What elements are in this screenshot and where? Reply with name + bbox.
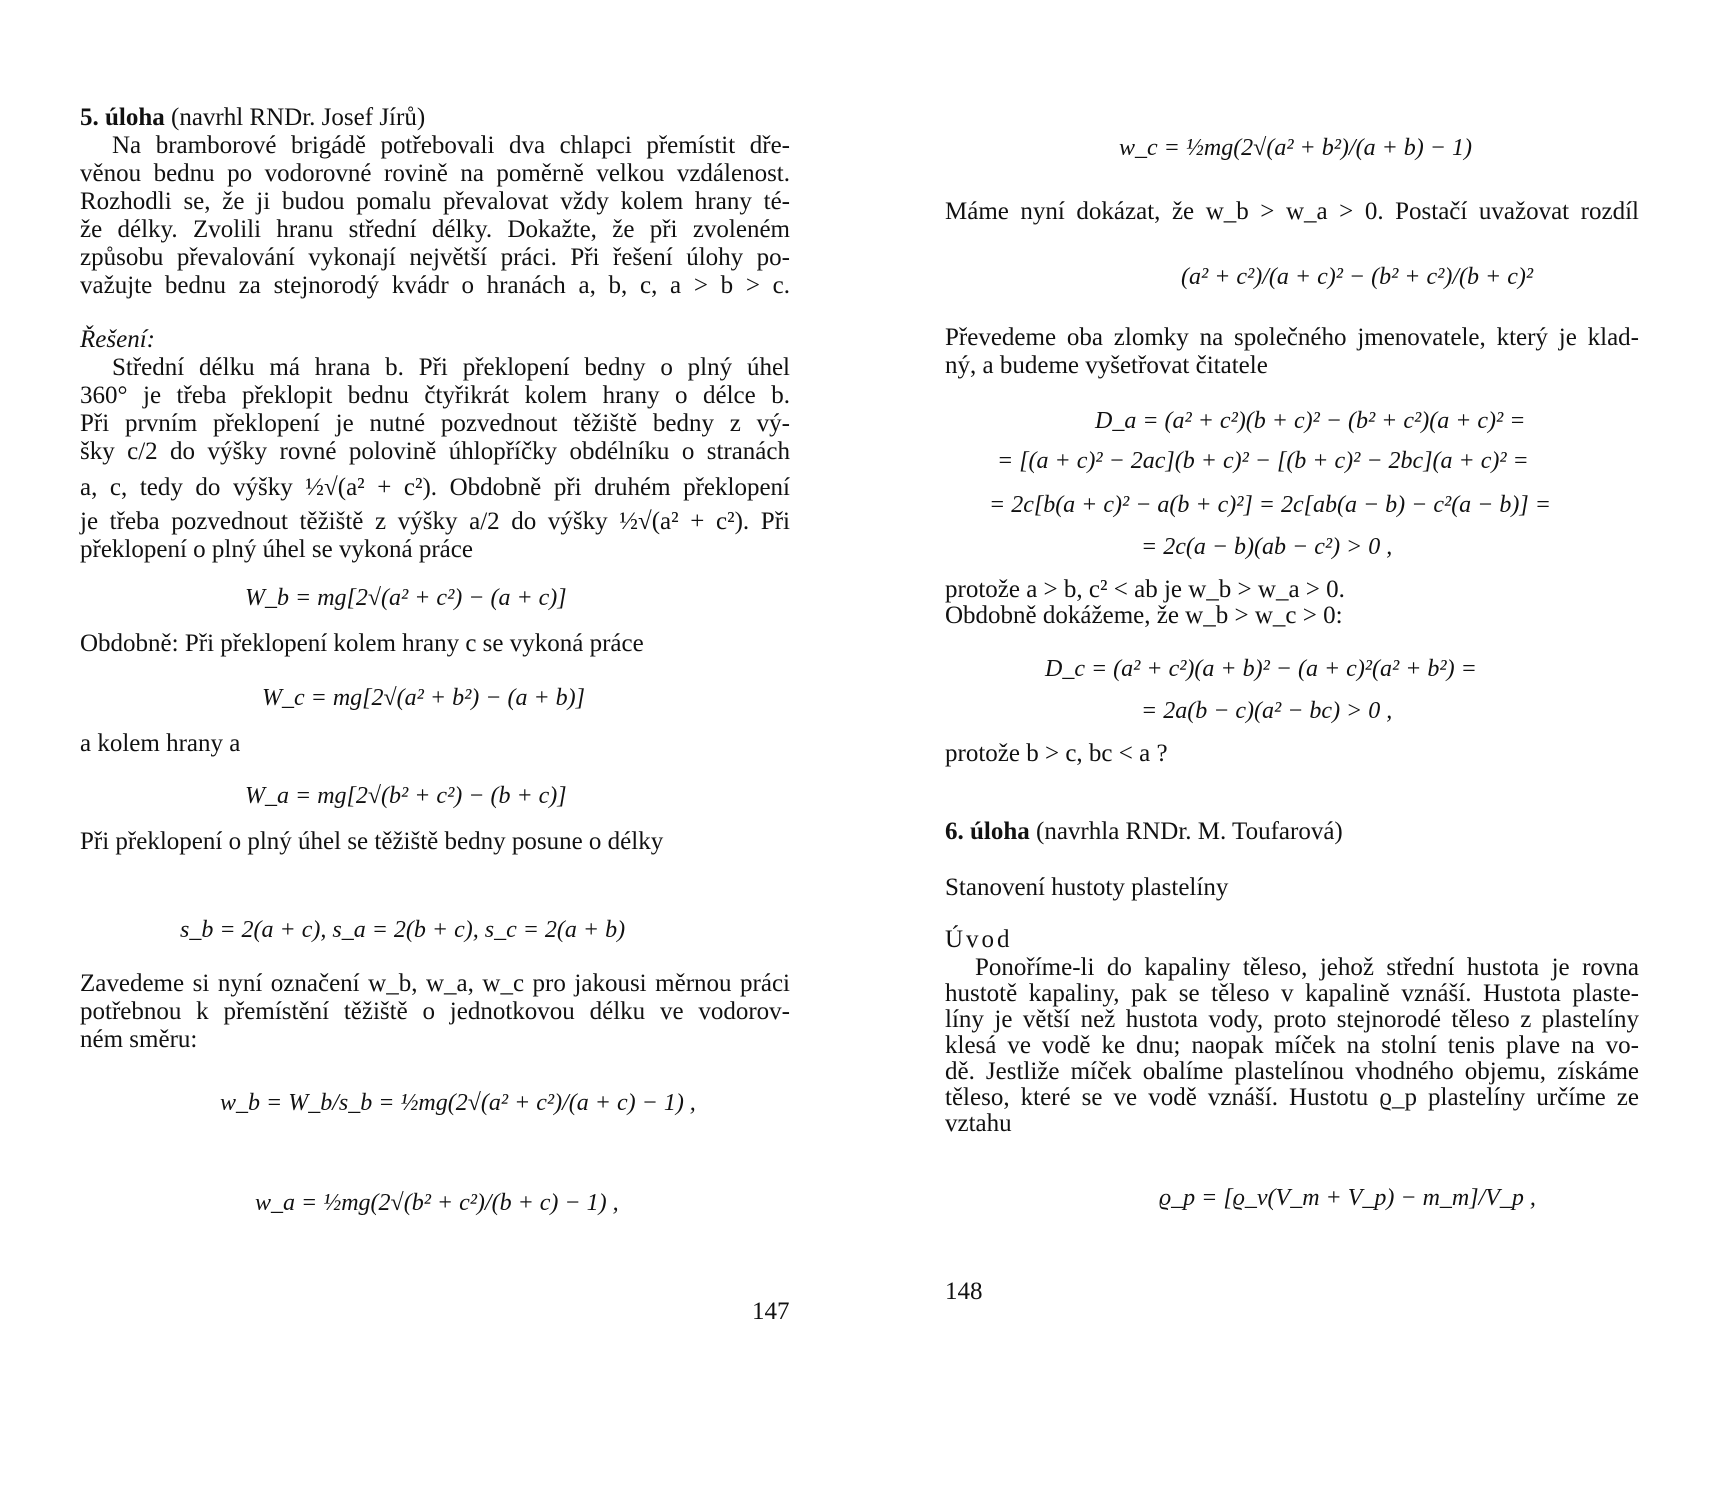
problem-6-number: 6. úloha	[945, 818, 1030, 845]
uvod-line-5: dě. Jestliže míček obalíme plastelínou vhodného objemu, získáme	[945, 1058, 1639, 1085]
zavedeme-line-3: ném směru:	[80, 1026, 198, 1053]
solution-line-7: překlopení o plný úhel se vykoná práce	[80, 536, 473, 563]
solution-line-2: 360° je třeba překlopit bednu čtyřikrát kolem hrany o délce b.	[80, 382, 790, 409]
solution-label: Řešení:	[80, 326, 155, 353]
right-page	[859, 0, 1718, 1500]
intro-line-6: važujte bednu za stejnorodý kvádr o hranách a, b, c, a > b > c.	[80, 272, 790, 299]
problem-6-author: (navrhla RNDr. M. Toufarová)	[1036, 818, 1343, 845]
text-kolem-a: a kolem hrany a	[80, 730, 241, 757]
equation-wc: w_c = ½mg(2√(a² + b²)/(a + b) − 1)	[1119, 135, 1472, 161]
solution-line-5: a, c, tedy do výšky ½√(a² + c²). Obdobně při druhém překlopení	[80, 474, 790, 501]
text-obdobne-2: Obdobně dokážeme, že w_b > w_c > 0:	[945, 602, 1343, 629]
solution-line-1: Střední délku má hrana b. Při překlopení bedny o plný úhel	[112, 354, 790, 381]
text-posune: Při překlopení o plný úhel se těžiště bedny posune o délky	[80, 828, 664, 855]
uvod-line-2: hustotě kapaliny, pak se těleso v kapalině vznáší. Hustota plaste-	[945, 980, 1639, 1007]
equation-Da-4: = 2c(a − b)(ab − c²) > 0 ,	[1141, 534, 1393, 560]
uvod-line-1: Ponoříme-li do kapaliny těleso, jehož střední hustota je rovna	[975, 954, 1639, 981]
zavedeme-line-2: potřebnou k přemístění těžiště o jednotkovou délku ve vodorov-	[80, 998, 790, 1025]
uvod-line-4: klesá ve vodě ke dnu; naopak míček na stolní tenis plave na vo-	[945, 1032, 1639, 1059]
intro-line-1: Na bramborové brigádě potřebovali dva chlapci přemístit dře-	[112, 132, 790, 159]
uvod-line-3: líny je větší než hustota vody, proto stejnorodé těleso z plastelíny	[945, 1006, 1639, 1033]
solution-line-6: je třeba pozvednout těžiště z výšky a/2 do výšky ½√(a² + c²). Při	[80, 508, 790, 535]
intro-line-5: způsobu převalování vykonají největší práci. Při řešení úlohy po-	[80, 244, 790, 271]
equation-wa: w_a = ½mg(2√(b² + c²)/(b + c) − 1) ,	[255, 1190, 619, 1216]
intro-line-2: věnou bednu po vodorovné rovině na poměrně velkou vzdálenost.	[80, 160, 790, 187]
text-protoze-2: protože b > c, bc < a ?	[945, 740, 1168, 767]
uvod-line-7: vztahu	[945, 1110, 1012, 1137]
problem-5-number: 5. úloha	[80, 104, 165, 131]
equation-diff: (a² + c²)/(a + c)² − (b² + c²)/(b + c)²	[1181, 264, 1534, 290]
problem-5-heading	[80, 104, 425, 132]
equation-Dc-1: D_c = (a² + c²)(a + b)² − (a + c)²(a² + b²) =	[1045, 656, 1477, 682]
text-mame: Máme nyní dokázat, že w_b > w_a > 0. Postačí uvažovat rozdíl	[945, 198, 1639, 225]
solution-line-3: Při prvním překlopení je nutné pozvednout těžiště bedny z vý-	[80, 410, 790, 437]
equation-Da-2: = [(a + c)² − 2ac](b + c)² − [(b + c)² − 2bc](a + c)² =	[997, 448, 1529, 474]
problem-6-subtitle: Stanovení hustoty plastelíny	[945, 874, 1229, 901]
solution-line-4: šky c/2 do výšky rovné polovině úhlopříčky obdélníku o stranách	[80, 438, 790, 465]
equation-wb: w_b = W_b/s_b = ½mg(2√(a² + c²)/(a + c) − 1) ,	[220, 1090, 696, 1116]
prevedeme-line-2: ný, a budeme vyšetřovat čitatele	[945, 352, 1268, 379]
page-number-right: 148	[945, 1278, 983, 1305]
intro-line-4: že délky. Zvolili hranu střední délky. Dokažte, že při zvoleném	[80, 216, 790, 243]
zavedeme-line-1: Zavedeme si nyní označení w_b, w_a, w_c pro jakousi měrnou práci	[80, 970, 790, 997]
page-number-left: 147	[752, 1298, 790, 1325]
prevedeme-line-1: Převedeme oba zlomky na společného jmenovatele, který je klad-	[945, 324, 1639, 351]
problem-6-heading	[945, 818, 1343, 846]
text-obdobne: Obdobně: Při překlopení kolem hrany c se vykoná práce	[80, 630, 644, 657]
equation-Dc-2: = 2a(b − c)(a² − bc) > 0 ,	[1141, 698, 1393, 724]
uvod-label: Úvod	[945, 926, 1013, 953]
equation-s: s_b = 2(a + c), s_a = 2(b + c), s_c = 2(a + b)	[180, 917, 626, 943]
equation-rho: ϱ_p = [ϱ_v(V_m + V_p) − m_m]/V_p ,	[1159, 1185, 1536, 1211]
uvod-line-6: těleso, které se ve vodě vznáší. Hustotu ϱ_p plastelíny určíme ze	[945, 1084, 1639, 1111]
equation-Da-1: D_a = (a² + c²)(b + c)² − (b² + c²)(a + c)² =	[1095, 408, 1526, 434]
intro-line-3: Rozhodli se, že ji budou pomalu převalovat vždy kolem hrany té-	[80, 188, 790, 215]
problem-5-author: (navrhl RNDr. Josef Jírů)	[171, 104, 426, 131]
equation-Wa: W_a = mg[2√(b² + c²) − (b + c)]	[245, 783, 567, 809]
equation-Wc: W_c = mg[2√(a² + b²) − (a + b)]	[262, 685, 585, 711]
text-protoze-1: protože a > b, c² < ab je w_b > w_a > 0.	[945, 576, 1345, 603]
equation-Da-3: = 2c[b(a + c)² − a(b + c)²] = 2c[ab(a − b) − c²(a − b)] =	[989, 492, 1551, 518]
equation-Wb: W_b = mg[2√(a² + c²) − (a + c)]	[245, 585, 567, 611]
